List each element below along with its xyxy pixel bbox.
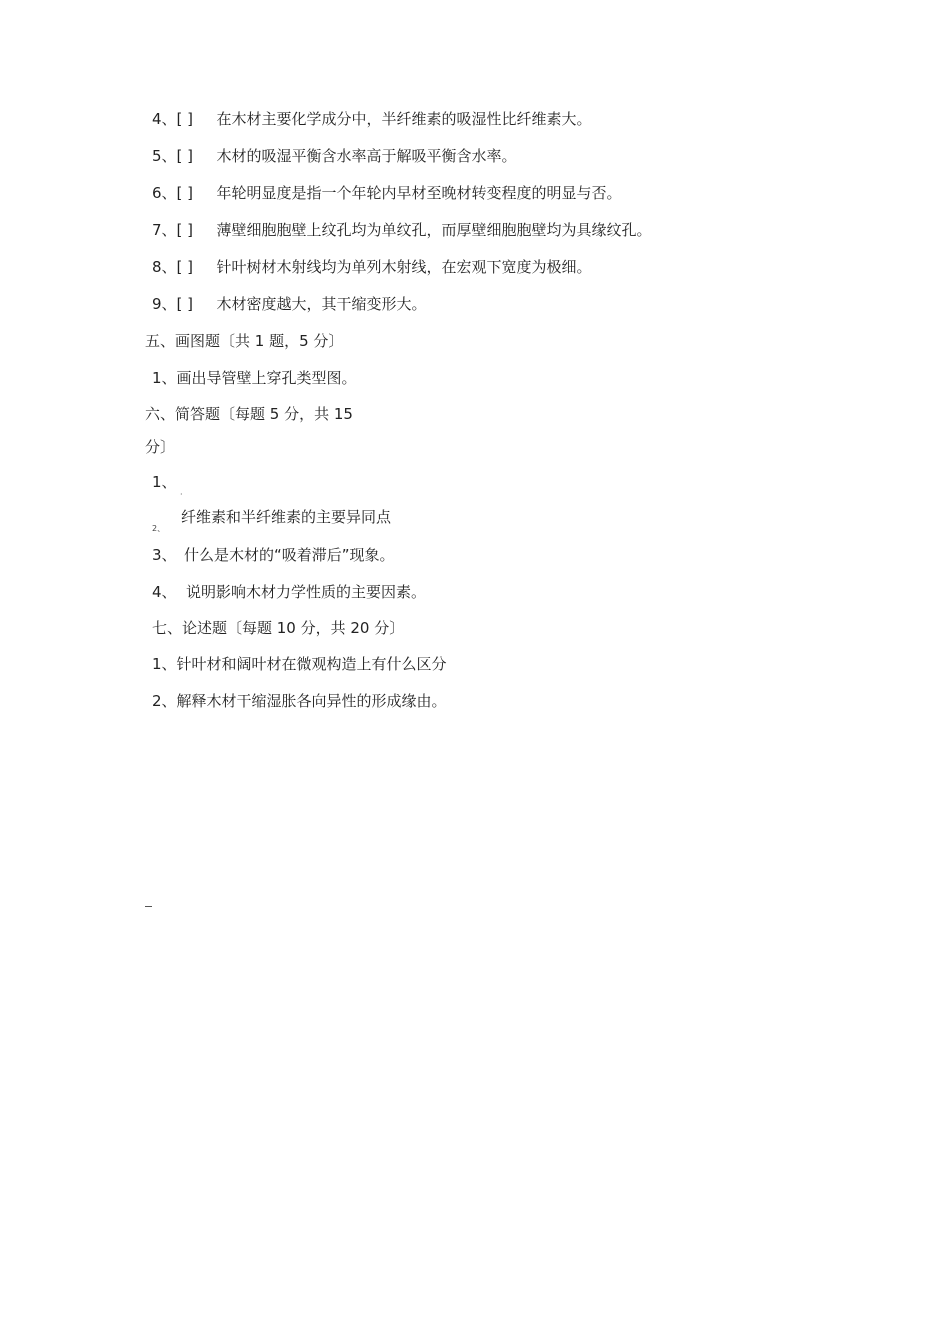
- section6-item-4: [152, 582, 426, 602]
- answer-bracket: [ ]: [176, 147, 194, 165]
- section7-item-1: 1、针叶材和阔叶材在微观构造上有什么区分: [152, 655, 447, 673]
- section7-item-2: 2、解释木材干缩湿胀各向异性的形成缘由。: [152, 692, 447, 710]
- item-number: 8、: [152, 258, 177, 276]
- item-text: 木材的吸湿平衡含水率高于解吸平衡含水率。: [216, 147, 517, 165]
- section6-item-3: [152, 545, 395, 565]
- item-number: 4、: [152, 110, 177, 128]
- item-text: 说明影响木材力学性质的主要因素。: [186, 583, 427, 601]
- item-text: 木材密度越大，其干缩变形大。: [216, 295, 427, 313]
- item-text: 什么是木材的“吸着滞后”现象。: [184, 546, 395, 564]
- answer-bracket: [ ]: [176, 110, 194, 128]
- item-number: 9、: [152, 295, 177, 313]
- item-text: 针叶树材木射线均为单列木射线，在宏观下宽度为极细。: [216, 258, 592, 276]
- section5-heading: 五、画图题〔共 1 题，5 分〕: [145, 332, 344, 350]
- section7-heading: 七、论述题〔每题 10 分，共 20 分〕: [152, 619, 405, 637]
- tf-item-4: [152, 109, 592, 129]
- tf-item-5: [152, 146, 517, 166]
- answer-bracket: [ ]: [176, 184, 194, 202]
- item-number: 3、: [152, 546, 177, 564]
- section5-item-1: 1、画出导管壁上穿孔类型图。: [152, 369, 357, 387]
- section6-heading-continued: 分〕: [145, 438, 176, 456]
- item-text: 在木材主要化学成分中，半纤维素的吸湿性比纤维素大。: [216, 110, 592, 128]
- item-number: 5、: [152, 147, 177, 165]
- tf-item-8: [152, 257, 592, 277]
- tf-item-9: [152, 294, 427, 314]
- section6-item-2-text: 纤维素和半纤维素的主要异同点: [181, 508, 392, 526]
- answer-bracket: [ ]: [176, 295, 194, 313]
- item-text: 年轮明显度是指一个年轮内早材至晚材转变程度的明显与否。: [216, 184, 622, 202]
- item-number: 6、: [152, 184, 177, 202]
- section6-item-1-dot: ·: [180, 490, 183, 499]
- item-text: 薄壁细胞胞壁上纹孔均为单纹孔，而厚壁细胞胞壁均为具缘纹孔。: [216, 221, 652, 239]
- item-number: 7、: [152, 221, 177, 239]
- footer-mark: [145, 906, 152, 907]
- section6-heading: 六、简答题〔每题 5 分，共 15: [145, 405, 353, 423]
- section6-item-1-number: 1、: [152, 473, 177, 491]
- section6-item-2-number: 2、: [152, 524, 166, 533]
- tf-item-7: [152, 220, 652, 240]
- tf-item-6: [152, 183, 622, 203]
- answer-bracket: [ ]: [176, 221, 194, 239]
- item-number: 4、: [152, 583, 177, 601]
- answer-bracket: [ ]: [176, 258, 194, 276]
